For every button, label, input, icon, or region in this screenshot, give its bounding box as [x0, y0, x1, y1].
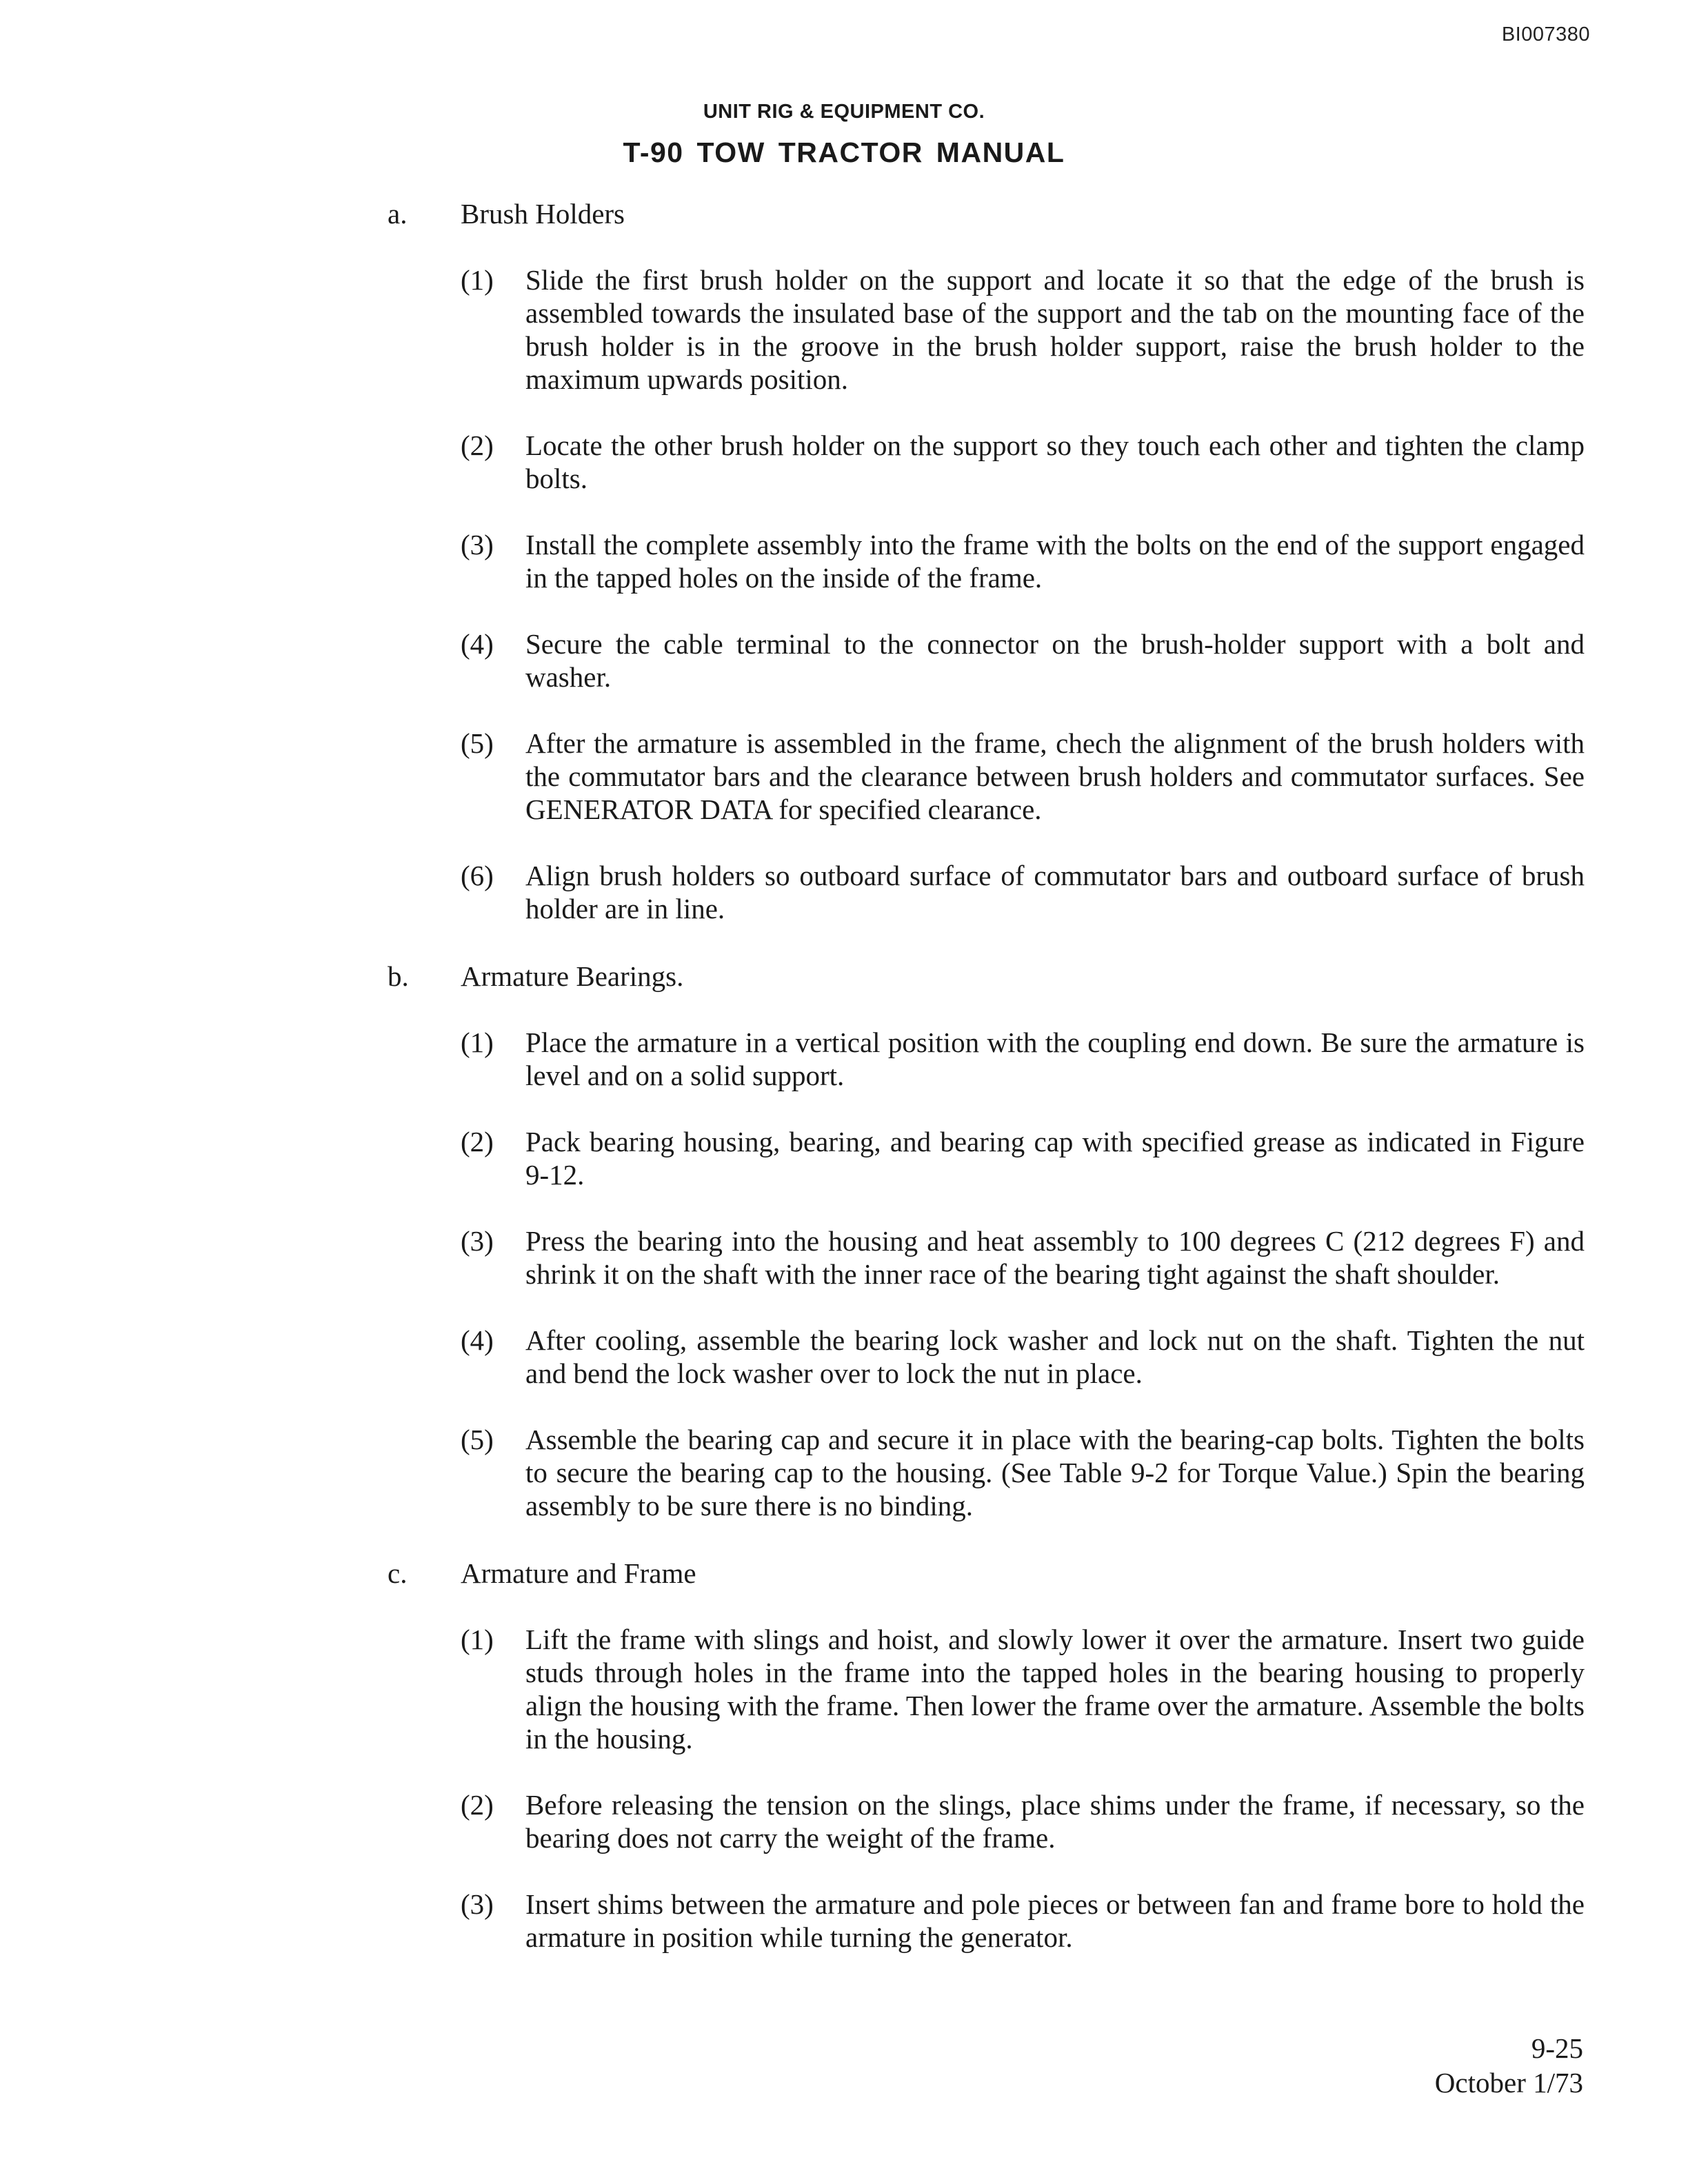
document-id: BI007380 [1501, 23, 1590, 46]
step-item [388, 859, 1585, 925]
step-text: Insert shims between the armature and pole pieces or between fan and frame bore to hold the armature in position while turning the generator. [525, 1888, 1585, 1953]
page-number: 9-25 [1531, 2032, 1583, 2064]
step-text: Install the complete assembly into the frame with the bolts on the end of the support engaged in the tapped holes on the inside of the frame. [525, 529, 1585, 594]
step-text: Align brush holders so outboard surface of commutator bars and outboard surface of brush holder are in line. [525, 860, 1585, 924]
step-text: Lift the frame with slings and hoist, and slowly lower it over the armature. Insert two guide studs through holes in the frame into the tapped holes in the bearing housing to properly align the housing with the frame. Then lower the frame over the armature. Assemble the bolts in the housing. [525, 1624, 1585, 1755]
step-item [388, 263, 1585, 396]
step-list [388, 1026, 1585, 1522]
step-item [388, 1423, 1585, 1522]
step-number: (3) [461, 1225, 494, 1257]
step-list [388, 263, 1585, 925]
step-item [388, 528, 1585, 594]
step-text: Locate the other brush holder on the support so they touch each other and tighten the clamp bolts. [525, 429, 1585, 494]
section-letter: b. [388, 960, 409, 992]
step-number: (2) [461, 429, 494, 461]
section-title: Armature Bearings. [461, 960, 684, 992]
section-letter: a. [388, 198, 408, 230]
company-name: UNIT RIG & EQUIPMENT CO. [703, 101, 985, 123]
step-item [388, 727, 1585, 826]
step-number: (3) [461, 529, 494, 560]
section-heading [388, 1557, 1585, 1590]
section [388, 960, 1585, 1522]
step-text: Pack bearing housing, bearing, and bearing cap with specified grease as indicated in Figure 9-12. [525, 1126, 1585, 1191]
step-number: (3) [461, 1888, 494, 1920]
step-text: After the armature is assembled in the frame, chech the alignment of the brush holders with the commutator bars and the clearance between brush holders and commutator surfaces. See GENERATOR DATA for specified clearance. [525, 727, 1585, 825]
step-number: (4) [461, 1324, 494, 1356]
step-item [388, 429, 1585, 495]
step-number: (2) [461, 1126, 494, 1157]
revision-date: October 1/73 [1434, 2067, 1583, 2099]
step-number: (1) [461, 1624, 494, 1655]
step-text: Slide the first brush holder on the support and locate it so that the edge of the brush is assembled towards the insulated base of the support and the tab on the mounting face of the brush holder is in the groove in the brush holder support, raise the brush holder to the maximum upwards position. [525, 264, 1585, 395]
manual-title: T-90 TOW TRACTOR MANUAL [623, 136, 1065, 168]
step-text: Press the bearing into the housing and heat assembly to 100 degrees C (212 degrees F) and shrink it on the shaft with the inner race of the bearing tight against the shaft shoulder. [525, 1225, 1585, 1290]
step-item [388, 1324, 1585, 1390]
section-title: Brush Holders [461, 198, 625, 230]
page-footer [1435, 2031, 1583, 2100]
step-number: (4) [461, 628, 494, 660]
step-number: (1) [461, 264, 494, 296]
section [388, 1557, 1585, 1954]
step-item [388, 1026, 1585, 1092]
step-text: Before releasing the tension on the slings, place shims under the frame, if necessary, so the bearing does not carry the weight of the frame. [525, 1789, 1585, 1854]
step-text: Assemble the bearing cap and secure it in place with the bearing-cap bolts. Tighten the bolts to secure the bearing cap to the housing. (See Table 9-2 for Torque Value.) Spin the bearing assembly to be sure there is no binding. [525, 1424, 1585, 1521]
step-text: After cooling, assemble the bearing lock washer and lock nut on the shaft. Tighten the nut and bend the lock washer over to lock the nut in place. [525, 1324, 1585, 1389]
document-body [388, 197, 1585, 1954]
step-item [388, 1888, 1585, 1954]
step-item [388, 1224, 1585, 1291]
step-text: Place the armature in a vertical position with the coupling end down. Be sure the armature is level and on a solid support. [525, 1027, 1585, 1091]
section-heading [388, 197, 1585, 230]
step-item [388, 1125, 1585, 1191]
step-text: Secure the cable terminal to the connector on the brush-holder support with a bolt and washer. [525, 628, 1585, 693]
step-number: (2) [461, 1789, 494, 1821]
step-item [388, 627, 1585, 694]
step-list [388, 1623, 1585, 1954]
section-title: Armature and Frame [461, 1557, 696, 1589]
step-number: (5) [461, 1424, 494, 1455]
section-heading [388, 960, 1585, 993]
section-letter: c. [388, 1557, 408, 1589]
step-number: (6) [461, 860, 494, 891]
section [388, 197, 1585, 925]
step-item [388, 1788, 1585, 1854]
step-item [388, 1623, 1585, 1755]
step-number: (5) [461, 727, 494, 759]
step-number: (1) [461, 1027, 494, 1058]
